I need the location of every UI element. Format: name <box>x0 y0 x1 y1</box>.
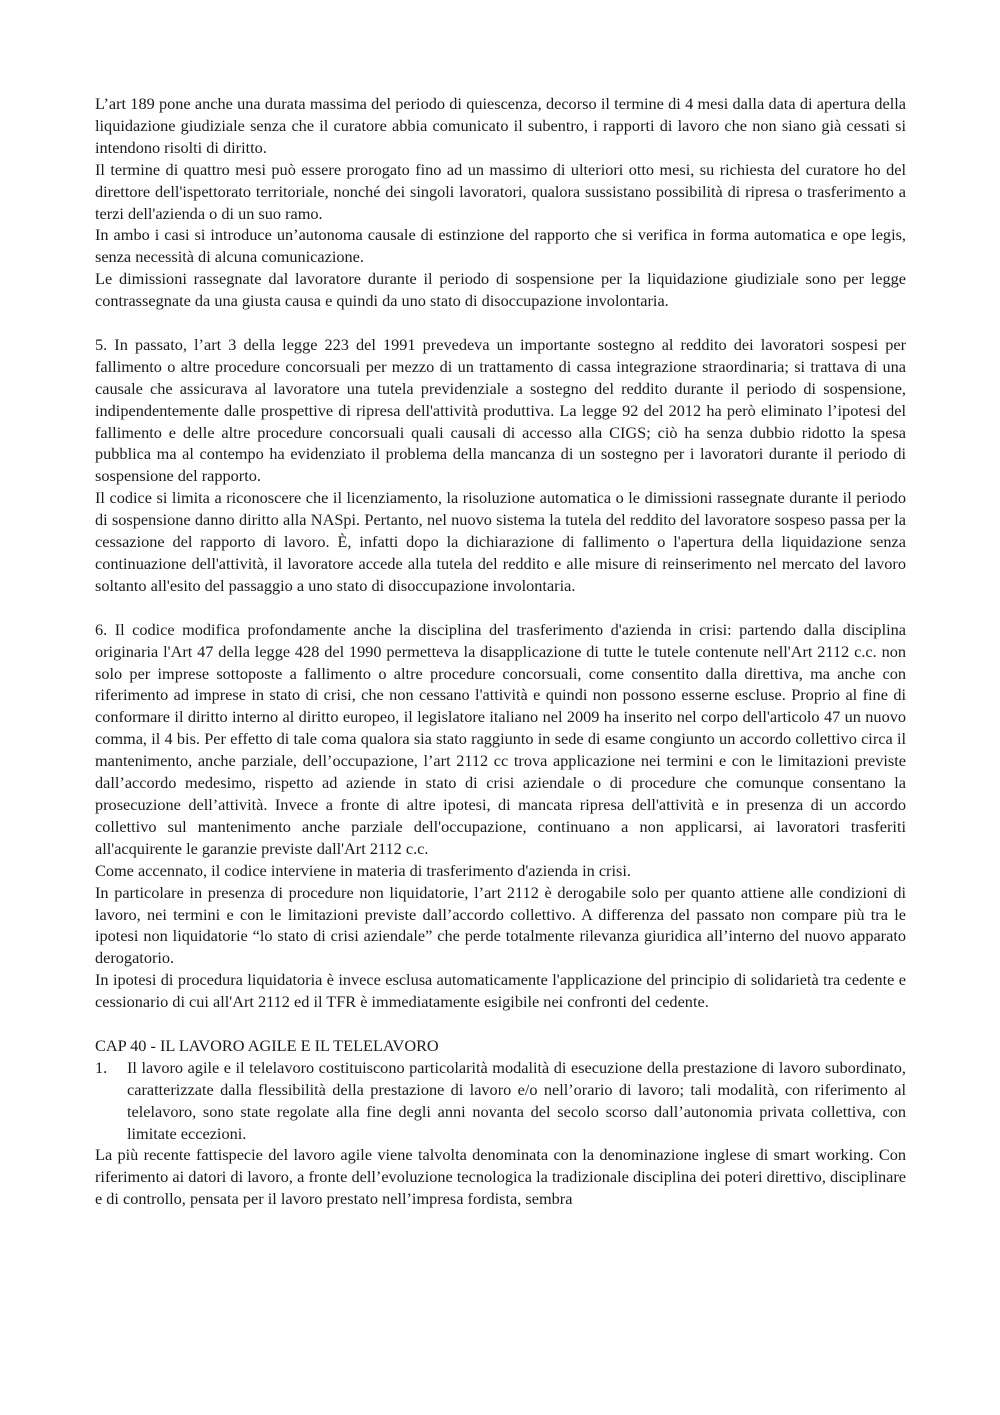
paragraph-spacer <box>95 1013 906 1035</box>
document-page <box>95 93 906 1210</box>
paragraph: La più recente fattispecie del lavoro agile viene talvolta denominata con la denominazione inglese di smart working. Con riferimento ai datori di lavoro, a fronte dell’evoluzione tecnologica la tradizionale disciplina dei poteri direttivo, disciplinare e di controllo, pensata per il lavoro prestato nell’impresa fordista, sembra <box>95 1145 906 1209</box>
paragraph: Come accennato, il codice interviene in materia di trasferimento d'azienda in crisi. <box>95 860 631 880</box>
paragraph: In particolare in presenza di procedure non liquidatorie, l’art 2112 è derogabile solo per quanto attiene alle condizioni di lavoro, nei termini e con le limitazioni previste dall’accordo collettivo. A differenza del passato non compare più tra le ipotesi non liquidatorie “lo stato di crisi aziendale” che perde totalmente rilevanza giuridica all’interno del nuovo apparato derogatorio. <box>95 882 906 968</box>
paragraph: In ambo i casi si introduce un’autonoma causale di estinzione del rapporto che si verifica in forma automatica e ope legis, senza necessità di alcuna comunicazione. <box>95 225 906 267</box>
paragraph: Il termine di quattro mesi può essere prorogato fino ad un massimo di ulteriori otto mesi, su richiesta del curatore ho del direttore dell'ispettorato territoriale, nonché dei singoli lavoratori, qualora sussistano possibilità di ripresa o trasferimento a terzi dell'azienda o di un suo ramo. <box>95 159 906 223</box>
paragraph-spacer <box>95 597 906 619</box>
paragraph: Il codice si limita a riconoscere che il licenziamento, la risoluzione automatica o le dimissioni rassegnate durante il periodo di sospensione danno diritto alla NASpi. Pertanto, nel nuovo sistema la tutela del reddito del lavoratore sospeso passa per la cessazione del rapporto di lavoro. È, infatti dopo la dichiarazione di fallimento o l'apertura della liquidazione senza continuazione dell'attività, il lavoratore accede alla tutela del reddito e alle misure di reinserimento nel mercato del lavoro soltanto all'esito del passaggio a uno stato di disoccupazione involontaria. <box>95 488 906 595</box>
list-item-text: Il lavoro agile e il telelavoro costituiscono particolarità modalità di esecuzione della prestazione di lavoro subordinato, caratterizzate dalla flessibilità della prestazione di lavoro e/o nell’orario di lavoro; tali modalità, con riferimento al telelavoro, sono state regolate alla fine degli anni novanta del secolo scorso dall’autonomia privata collettiva, con limitate eccezioni. <box>127 1057 906 1143</box>
paragraph: Le dimissioni rassegnate dal lavoratore durante il periodo di sospensione per la liquidazione giudiziale sono per legge contrassegnate da una giusta causa e quindi da uno stato di disoccupazione involontaria. <box>95 269 906 311</box>
chapter-title: CAP 40 - IL LAVORO AGILE E IL TELELAVORO <box>95 1035 439 1055</box>
paragraph: In ipotesi di procedura liquidatoria è invece esclusa automaticamente l'applicazione del principio di solidarietà tra cedente e cessionario di cui all'Art 2112 ed il TFR è immediatamente esigibile nei confronti del cedente. <box>95 970 906 1012</box>
paragraph-spacer <box>95 312 906 334</box>
paragraph: L’art 189 pone anche una durata massima del periodo di quiescenza, decorso il termine di 4 mesi dalla data di apertura della liquidazione giudiziale senza che il curatore abbia comunicato il subentro, i rapporti di lavoro che non siano già cessati si intendono risolti di diritto. <box>95 94 906 157</box>
section-6-paragraph: 6. Il codice modifica profondamente anche la disciplina del trasferimento d'azienda in crisi: partendo dalla disciplina originaria l'Art 47 della legge 428 del 1990 permetteva la disapplicazione di tutte le tutele contenute nell'Art 2112 c.c. non solo per imprese sottoposte a fallimento o altre procedure concorsuali, come consentito dalla direttiva, ma anche con riferimento ad imprese in stato di crisi, che non cessano l'attività e quindi non possono esserne escluse. Proprio al fine di conformare il diritto interno al diritto europeo, il legislatore italiano nel 2009 ha inserito nel corpo dell'articolo 47 un nuovo comma, il 4 bis. Per effetto di tale coma qualora sia stato raggiunto in sede di esame congiunto un accordo collettivo circa il mantenimento, anche parziale, dell’occupazione, l’art 2112 cc trova applicazione nei termini e con le limitazioni previste dall’accordo medesimo, rispetto ad aziende in stato di crisi aziendale o di procedure che comunque consentano la prosecuzione dell’attività. Invece a fronte di altre ipotesi, di mancata ripresa dell'attività e in presenza di un accordo collettivo sul mantenimento anche parziale dell'occupazione, continuano a non applicarsi, ai lavoratori trasferiti all'acquirente le garanzie previste dall'Art 2112 c.c. <box>95 619 906 858</box>
section-5-paragraph: 5. In passato, l’art 3 della legge 223 del 1991 prevedeva un importante sostegno al reddito dei lavoratori sospesi per fallimento o altre procedure concorsuali per mezzo di un trattamento di cassa integrazione straordinaria; si trattava di una causale che assicurava al lavoratore una tutela previdenziale a sostegno del reddito durante il periodo di sospensione, indipendentemente dalle prospettive di ripresa dell'attività produttiva. La legge 92 del 2012 ha però eliminato l’ipotesi del fallimento e delle altre procedure concorsuali quali causali di accesso alla CIGS; ciò ha senza dubbio ridotto la spesa pubblica ma al contempo ha evidenziato il problema della mancanza di un sostegno per i lavoratori durante il periodo di sospensione del rapporto. <box>95 334 906 486</box>
numbered-list-item <box>95 1057 906 1145</box>
list-number: 1. <box>95 1057 108 1077</box>
